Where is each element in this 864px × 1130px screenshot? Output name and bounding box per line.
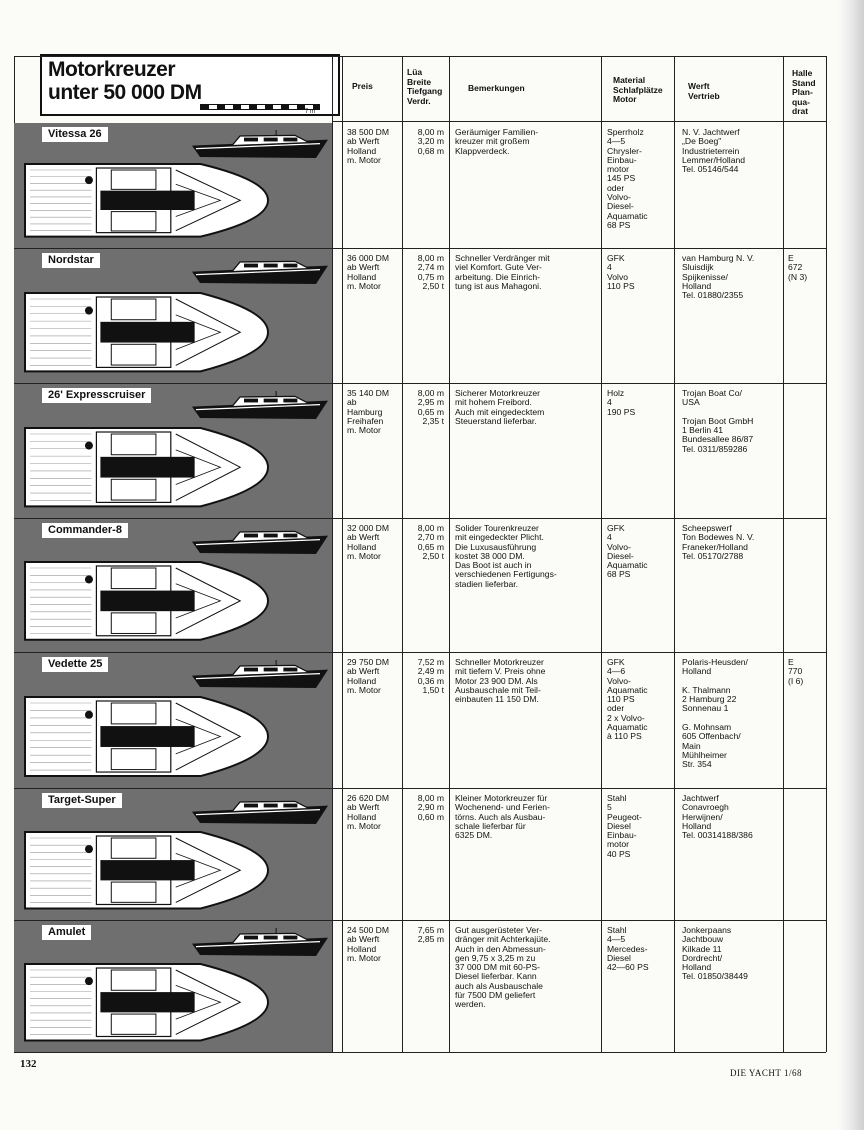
boat-deck-plan [22, 960, 270, 1044]
boat-side-profile [190, 926, 330, 958]
cell-bemerkungen: Schneller Verdränger mit viel Komfort. Gute Ver- arbeitung. Die Einrich- tung ist aus Mahagoni. [455, 253, 550, 291]
cell-preis: 32 000 DM ab Werft Holland m. Motor [347, 523, 390, 561]
boat-side-profile [190, 254, 330, 286]
title-line2: unter 50 000 DM [48, 81, 202, 104]
cell-preis: 35 140 DM ab Hamburg Freihafen m. Motor [347, 388, 390, 436]
boat-deck-plan [22, 160, 270, 241]
column-rule [601, 56, 602, 1052]
cell-werft: Scheepswerf Ton Bodewes N. V. Franeker/Holland Tel. 05170/2788 [682, 523, 755, 561]
cell-halle: E 672 (N 3) [788, 253, 808, 282]
boat-side-profile [190, 524, 330, 556]
cell-bemerkungen: Sicherer Motorkreuzer mit hohem Freibord. Auch mit eingedecktem Steuerstand lieferbar. [455, 388, 545, 426]
cell-lua: 8,00 m 2,95 m 0,65 m 2,35 t [417, 388, 444, 426]
cell-werft: Jachtwerf Conavroegh Herwijnen/ Holland Tel. 00314188/386 [682, 793, 753, 841]
cell-material: GFK 4 Volvo- Diesel- Aquamatic 68 PS [607, 523, 648, 580]
title-line1: Motorkreuzer [48, 58, 176, 81]
boat-name: Nordstar [42, 253, 100, 268]
header-bottom-rule [332, 121, 826, 122]
boat-deck-plan [22, 558, 270, 644]
boat-name: Target-Super [42, 793, 122, 808]
boat-deck-plan [22, 289, 270, 375]
boat-name: Vedette 25 [42, 657, 108, 672]
cell-werft: Trojan Boat Co/ USA Trojan Boot GmbH 1 Berlin 41 Bundesallee 86/87 Tel. 0311/859286 [682, 388, 754, 454]
cell-werft: Polaris-Heusden/ Holland K. Thalmann 2 Hamburg 22 Sonnenau 1 G. Mohnsam 605 Offenbach/ Main Mühlheimer Str. 354 [682, 657, 748, 770]
header-halle: Halle Stand Plan- qua- drat [792, 68, 816, 116]
column-rule [783, 56, 784, 1052]
header-werft: Werft Vertrieb [688, 81, 720, 101]
cell-lua: 8,00 m 2,70 m 0,65 m 2,50 t [417, 523, 444, 561]
cell-preis: 29 750 DM ab Werft Holland m. Motor [347, 657, 390, 695]
cell-lua: 8,00 m 3,20 m 0,68 m [417, 127, 444, 156]
cell-lua: 8,00 m 2,90 m 0,60 m [417, 793, 444, 822]
boat-side-profile [190, 128, 330, 160]
boat-name: Vitessa 26 [42, 127, 108, 142]
column-rule [332, 56, 333, 1052]
cell-material: GFK 4 Volvo 110 PS [607, 253, 635, 291]
cell-halle: E 770 (I 6) [788, 657, 804, 686]
cell-bemerkungen: Gut ausgerüsteter Ver- dränger mit Achterkajüte. Auch in den Abmessun- gen 9,75 x 3,25 m zu 37 000 DM mit 60-PS- Diesel lieferbar. Kann auch als Ausbauschale für 7500 DM geliefert werden. [455, 925, 551, 1010]
boat-deck-plan [22, 424, 270, 510]
cell-material: Sperrholz 4—5 Chrysler- Einbau- motor 145 PS oder Volvo- Diesel- Aquamatic 68 PS [607, 127, 648, 230]
cell-material: Stahl 4—5 Mercedes- Diesel 42—60 PS [607, 925, 649, 973]
cell-werft: N. V. Jachtwerf „De Boeg" Industrieterrein Lemmer/Holland Tel. 05146/544 [682, 127, 746, 175]
boat-side-profile [190, 658, 330, 690]
header-material: Material Schlafplätze Motor [613, 75, 663, 104]
boat-side-profile [190, 794, 330, 826]
boat-deck-plan [22, 828, 270, 912]
page-number: 132 [20, 1058, 37, 1070]
scale-label: 7 m [305, 109, 316, 115]
cell-material: Holz 4 190 PS [607, 388, 636, 417]
cell-bemerkungen: Geräumiger Familien- kreuzer mit großem Klappverdeck. [455, 127, 539, 156]
table-top-rule [14, 56, 826, 57]
boat-side-profile [190, 389, 330, 421]
cell-bemerkungen: Kleiner Motorkreuzer für Wochenend- und Ferien- törns. Auch als Ausbau- schale lieferbar für 6325 DM. [455, 793, 550, 841]
column-rule [449, 56, 450, 1052]
column-rule [826, 56, 827, 1052]
boat-name: Commander-8 [42, 523, 128, 538]
cell-lua: 7,52 m 2,49 m 0,36 m 1,50 t [417, 657, 444, 695]
magazine-issue: DIE YACHT 1/68 [730, 1068, 802, 1078]
cell-preis: 38 500 DM ab Werft Holland m. Motor [347, 127, 390, 165]
header-bemerkungen: Bemerkungen [468, 83, 525, 93]
cell-werft: Jonkerpaans Jachtbouw Kilkade 11 Dordrecht/ Holland Tel. 01850/38449 [682, 925, 748, 982]
cell-material: GFK 4—6 Volvo- Aquamatic 110 PS oder 2 x Volvo- Aquamatic à 110 PS [607, 657, 648, 742]
cell-preis: 26 620 DM ab Werft Holland m. Motor [347, 793, 390, 831]
cell-werft: van Hamburg N. V. Sluisdijk Spijkenisse/ Holland Tel. 01880/2355 [682, 253, 755, 301]
boat-deck-plan [22, 693, 270, 780]
cell-preis: 24 500 DM ab Werft Holland m. Motor [347, 925, 390, 963]
scale-bar [200, 104, 320, 110]
header-lua: Lüa Breite Tiefgang Verdr. [407, 67, 443, 106]
column-rule [342, 56, 343, 1052]
column-rule [402, 56, 403, 1052]
row-rule [14, 1052, 826, 1053]
boat-name: 26' Expresscruiser [42, 388, 151, 403]
cell-bemerkungen: Solider Tourenkreuzer mit eingedeckter Plicht. Die Luxusausführung kostet 38 000 DM. Das Boot ist auch in verschiedenen Fertigungs- stadien lieferbar. [455, 523, 557, 589]
cell-preis: 36 000 DM ab Werft Holland m. Motor [347, 253, 390, 291]
cell-material: Stahl 5 Peugeot- Diesel Einbau- motor 40 PS [607, 793, 642, 859]
boat-name: Amulet [42, 925, 91, 940]
header-preis: Preis [352, 81, 373, 91]
cell-lua: 8,00 m 2,74 m 0,75 m 2,50 t [417, 253, 444, 291]
column-rule [674, 56, 675, 1052]
cell-bemerkungen: Schneller Motorkreuzer mit tiefem V. Preis ohne Motor 23 900 DM. Als Ausbauschale mit Teil- einbauten 11 150 DM. [455, 657, 546, 705]
page-edge-shadow [838, 0, 864, 1130]
cell-lua: 7,65 m 2,85 m [417, 925, 444, 945]
